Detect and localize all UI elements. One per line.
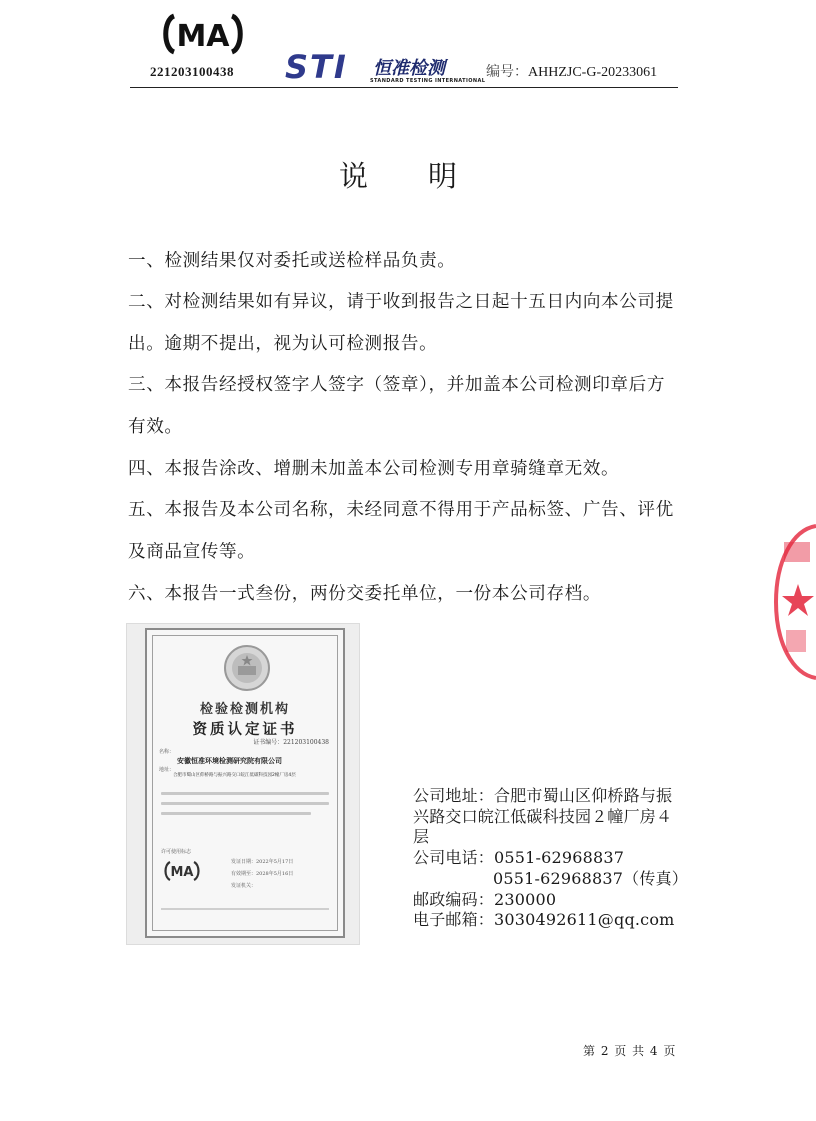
contact-address-line2: 兴路交口皖江低碳科技园２幢厂房４ [413, 807, 673, 826]
certificate-name-label: 名称： [159, 749, 175, 755]
certificate-address: 合肥市蜀山区仰桥路与振兴路交口皖江低碳科技园2幢厂房4层 [173, 773, 296, 778]
contact-address-line3: 层 [413, 827, 430, 846]
contact-address-line1: 合肥市蜀山区仰桥路与振 [494, 786, 673, 805]
header-divider [130, 87, 678, 88]
notice-line-8: 及商品宣传等。 [128, 542, 256, 562]
certificate-issuer: 发证机关： [231, 883, 257, 889]
certificate-title-line2: 资质认定证书 [192, 721, 298, 738]
contact-phone [413, 845, 624, 868]
sti-logo-text: STI [285, 50, 348, 86]
notice-line-9: 六、本报告一式叁份，两份交委托单位，一份本公司存档。 [128, 584, 602, 604]
certificate-valid-date: 有效期至：2028年5月16日 [231, 871, 294, 877]
contact-postcode-label: 邮政编码： [413, 890, 495, 909]
cma-number: 221203100438 [150, 64, 234, 79]
contact-phone-label: 公司电话： [413, 848, 495, 867]
page-number: 第 2 页 共 4 页 [583, 1044, 677, 1058]
certificate-footer-line [161, 908, 329, 910]
certificate-text-line [161, 802, 329, 805]
certificate-issue-date: 发证日期：2022年5月17日 [231, 859, 294, 865]
notice-line-3: 出。逾期不提出，视为认可检测报告。 [128, 334, 438, 354]
notice-line-2: 二、对检测结果如有异议，请于收到报告之日起十五日内向本公司提 [128, 292, 674, 312]
certificate-text-line [161, 812, 311, 815]
contact-email-label: 电子邮箱： [413, 910, 495, 929]
report-number-label: 编号： [486, 65, 528, 80]
contact-address [413, 783, 672, 806]
report-number-value: AHHZJC-G-20233061 [528, 65, 658, 80]
cma-mark-icon [163, 860, 201, 882]
contact-email [413, 907, 675, 930]
cma-logo-icon [160, 10, 246, 58]
contact-fax: 0551-62968837（传真） [493, 869, 688, 888]
certificate-org-name: 安徽恒准环境检测研究院有限公司 [177, 757, 282, 765]
cma-logo-text: MA [176, 19, 230, 54]
certificate-text-line [161, 792, 329, 795]
company-tagline: STANDARD TESTING INTERNATIONAL [370, 78, 486, 84]
page-title [339, 154, 457, 195]
title-char-2: 明 [428, 159, 458, 193]
contact-postcode-value: 230000 [494, 890, 557, 909]
notice-line-1: 一、检测结果仅对委托或送检样品负责。 [128, 251, 456, 271]
company-name: 恒准检测 [373, 58, 445, 79]
contact-address-label: 公司地址： [413, 786, 495, 805]
certificate-frame [145, 628, 345, 938]
national-emblem-icon [221, 642, 273, 694]
notice-line-4: 三、本报告经授权签字人签字（签章），并加盖本公司检测印章后方 [128, 375, 666, 395]
certificate-mark-label: 许可使用标志 [161, 849, 192, 855]
report-number [486, 61, 657, 81]
contact-email-value: 3030492611@qq.com [494, 910, 675, 929]
certificate-address-label: 地址： [159, 767, 175, 773]
title-char-1: 说 [339, 159, 369, 193]
cma-mark-text: MA [170, 865, 194, 880]
certificate-number: 证书编号：221203100438 [253, 739, 329, 746]
seal-stamp-icon [762, 522, 816, 682]
notice-line-7: 五、本报告及本公司名称，未经同意不得用于产品标签、广告、评优 [128, 500, 674, 520]
notice-line-5: 有效。 [128, 417, 183, 437]
certificate-title-line1: 检验检测机构 [199, 702, 290, 717]
notice-line-6: 四、本报告涂改、增删未加盖本公司检测专用章骑缝章无效。 [128, 459, 620, 479]
contact-phone-value: 0551-62968837 [494, 848, 625, 867]
qualification-certificate-image [127, 624, 359, 944]
